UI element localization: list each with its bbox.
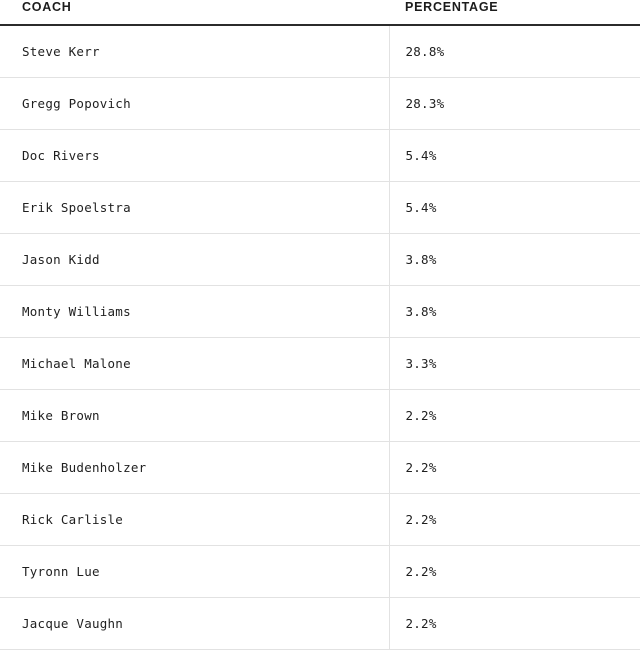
table-row — [0, 390, 640, 442]
table-row — [0, 286, 640, 338]
cell-coach-name: Tyronn Lue — [0, 546, 389, 598]
cell-coach-name: Mike Budenholzer — [0, 442, 389, 494]
table-row — [0, 494, 640, 546]
cell-coach-name: Doc Rivers — [0, 130, 389, 182]
cell-coach-name: Steve Kerr — [0, 25, 389, 78]
cell-percentage: 2.2% — [389, 546, 640, 598]
cell-percentage: 5.4% — [389, 130, 640, 182]
cell-percentage: 3.8% — [389, 234, 640, 286]
cell-percentage: 3.3% — [389, 338, 640, 390]
cell-coach-name: Monty Williams — [0, 286, 389, 338]
table-row — [0, 78, 640, 130]
cell-coach-name: Mike Brown — [0, 390, 389, 442]
cell-coach-name: Jason Kidd — [0, 234, 389, 286]
table-row — [0, 130, 640, 182]
cell-coach-name: Michael Malone — [0, 338, 389, 390]
cell-percentage: 2.2% — [389, 390, 640, 442]
cell-coach-name: Gregg Popovich — [0, 78, 389, 130]
cell-percentage: 2.2% — [389, 598, 640, 650]
table-row — [0, 182, 640, 234]
table-header — [0, 0, 640, 25]
table-row — [0, 338, 640, 390]
cell-coach-name: Rick Carlisle — [0, 494, 389, 546]
cell-coach-name: Jacque Vaughn — [0, 598, 389, 650]
column-header-coach: COACH — [0, 0, 389, 25]
column-header-percentage: PERCENTAGE — [389, 0, 640, 25]
cell-percentage: 28.8% — [389, 25, 640, 78]
table-row — [0, 234, 640, 286]
cell-percentage: 2.2% — [389, 494, 640, 546]
table-body — [0, 25, 640, 650]
table-row — [0, 546, 640, 598]
cell-percentage: 5.4% — [389, 182, 640, 234]
table-row — [0, 25, 640, 78]
table-header-row — [0, 0, 640, 25]
table-row — [0, 442, 640, 494]
cell-percentage: 3.8% — [389, 286, 640, 338]
cell-percentage: 2.2% — [389, 442, 640, 494]
cell-coach-name: Erik Spoelstra — [0, 182, 389, 234]
table-row — [0, 598, 640, 650]
cell-percentage: 28.3% — [389, 78, 640, 130]
